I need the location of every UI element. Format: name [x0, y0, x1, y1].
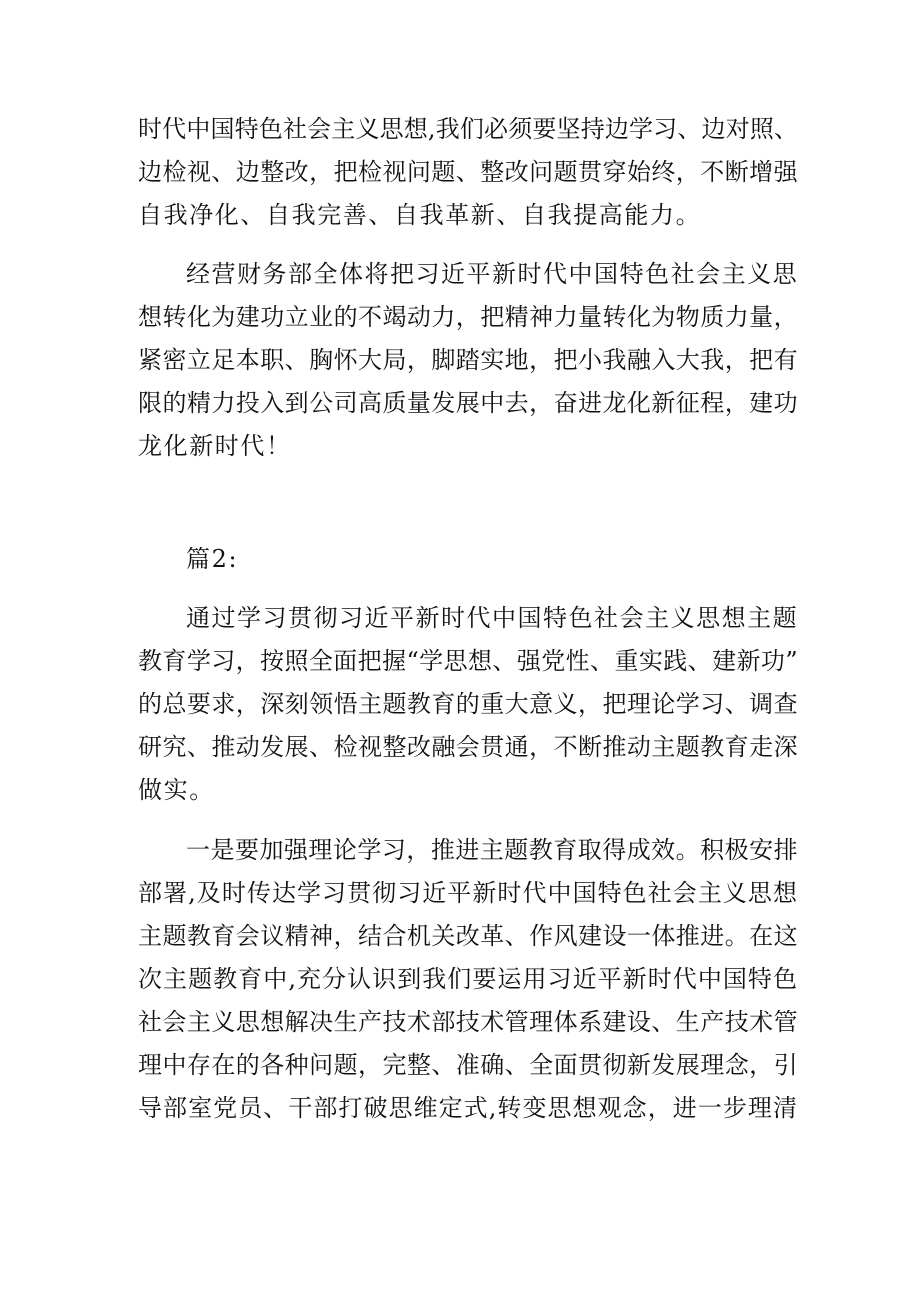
paragraph-3-line-3: 的总要求，深刻领悟主题教育的重大意义，把理论学习、调查 [138, 690, 798, 718]
paragraph-4-line-5: 社会主义思想解决生产技术部技术管理体系建设、生产技术管 [138, 1008, 798, 1036]
paragraph-2-line-4: 限的精力投入到公司高质量发展中去，奋进龙化新征程，建功 [138, 389, 798, 417]
paragraph-4-line-3: 主题教育会议精神，结合机关改革、作风建设一体推进。在这 [138, 922, 798, 950]
paragraph-3-line-4: 研究、推动发展、检视整改融会贯通，不断推动主题教育走深 [138, 733, 798, 761]
paragraph-4-line-6: 理中存在的各种问题，完整、准确、全面贯彻新发展理念，引 [138, 1051, 798, 1079]
paragraph-2-line-2: 想转化为建功立业的不竭动力，把精神力量转化为物质力量， [138, 303, 798, 331]
section-heading: 篇2: [186, 545, 239, 573]
paragraph-3-line-1: 通过学习贯彻习近平新时代中国特色社会主义思想主题 [186, 604, 798, 632]
paragraph-1-line-2: 边检视、边整改，把检视问题、整改问题贯穿始终，不断增强 [138, 158, 798, 186]
paragraph-4-line-1: 一是要加强理论学习，推进主题教育取得成效。积极安排 [186, 836, 798, 864]
paragraph-2-line-1: 经营财务部全体将把习近平新时代中国特色社会主义思 [186, 260, 798, 288]
paragraph-4-line-7: 导部室党员、干部打破思维定式,转变思想观念，进一步理清 [138, 1094, 798, 1122]
paragraph-1-line-3: 自我净化、自我完善、自我革新、自我提高能力。 [138, 201, 702, 229]
paragraph-4-line-2: 部署,及时传达学习贯彻习近平新时代中国特色社会主义思想 [138, 879, 798, 907]
paragraph-4-line-4: 次主题教育中,充分认识到我们要运用习近平新时代中国特色 [138, 965, 798, 993]
paragraph-3-line-2: 教育学习，按照全面把握“学思想、强党性、重实践、建新功” [138, 647, 798, 675]
paragraph-1-line-1: 时代中国特色社会主义思想,我们必须要坚持边学习、边对照、 [138, 115, 798, 143]
paragraph-3-line-5: 做实。 [138, 776, 215, 804]
paragraph-2-line-3: 紧密立足本职、胸怀大局，脚踏实地，把小我融入大我，把有 [138, 346, 798, 374]
paragraph-2-line-5: 龙化新时代！ [138, 432, 292, 460]
